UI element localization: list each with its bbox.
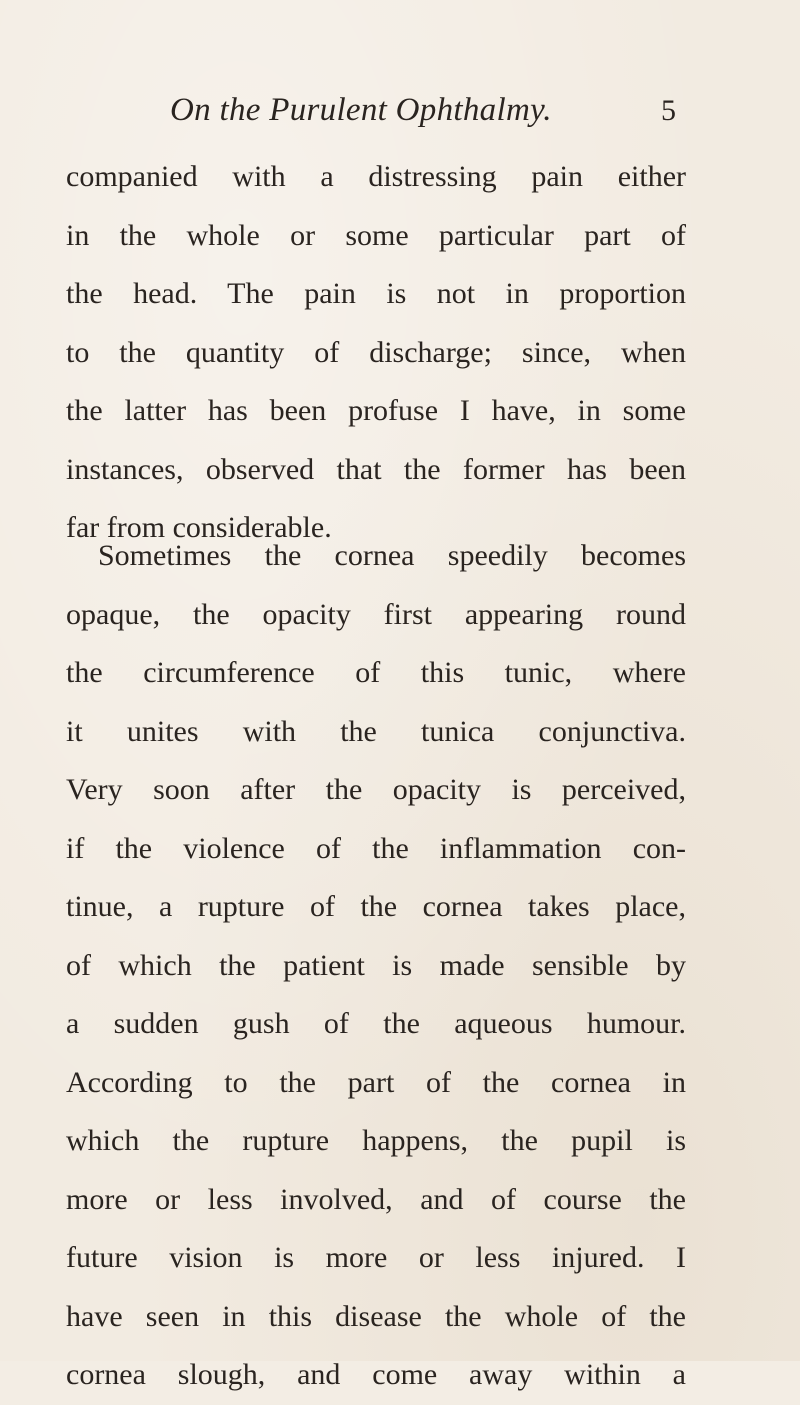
text-line: the circumference of this tunic, where bbox=[66, 656, 686, 689]
text-line: which the rupture happens, the pupil is bbox=[66, 1124, 686, 1157]
text-line: companied with a distressing pain either bbox=[66, 160, 686, 193]
text-line: According to the part of the cornea in bbox=[66, 1065, 686, 1099]
text-line: Very soon after the opacity is perceived, bbox=[66, 773, 686, 806]
text-line: if the violence of the inflammation con- bbox=[66, 831, 686, 865]
running-title: On the Purulent Ophthalmy. bbox=[170, 92, 552, 128]
paragraph-2 bbox=[66, 527, 686, 1405]
text-line: have seen in this disease the whole of the bbox=[66, 1299, 686, 1333]
text-line: Sometimes the cornea speedily becomes bbox=[98, 539, 686, 572]
text-line: a sudden gush of the aqueous humour. bbox=[66, 1007, 686, 1040]
text-line: of which the patient is made sensible by bbox=[66, 948, 686, 982]
text-line: cornea slough, and come away within a bbox=[66, 1358, 686, 1391]
text-line: tinue, a rupture of the cornea takes place, bbox=[66, 890, 686, 923]
text-line: the head. The pain is not in proportion bbox=[66, 277, 686, 310]
text-line: the latter has been profuse I have, in some bbox=[66, 394, 686, 427]
text-line: it unites with the tunica conjunctiva. bbox=[66, 714, 686, 748]
text-line: in the whole or some particular part of bbox=[66, 218, 686, 252]
text-line: far from considerable. bbox=[66, 511, 332, 544]
paragraph-1 bbox=[66, 148, 686, 558]
page-number: 5 bbox=[661, 94, 676, 127]
text-line: more or less involved, and of course the bbox=[66, 1182, 686, 1216]
text-line: to the quantity of discharge; since, when bbox=[66, 335, 686, 369]
text-line: instances, observed that the former has been bbox=[66, 452, 686, 486]
text-line: future vision is more or less injured. I bbox=[66, 1241, 686, 1274]
text-line: opaque, the opacity first appearing round bbox=[66, 597, 686, 631]
